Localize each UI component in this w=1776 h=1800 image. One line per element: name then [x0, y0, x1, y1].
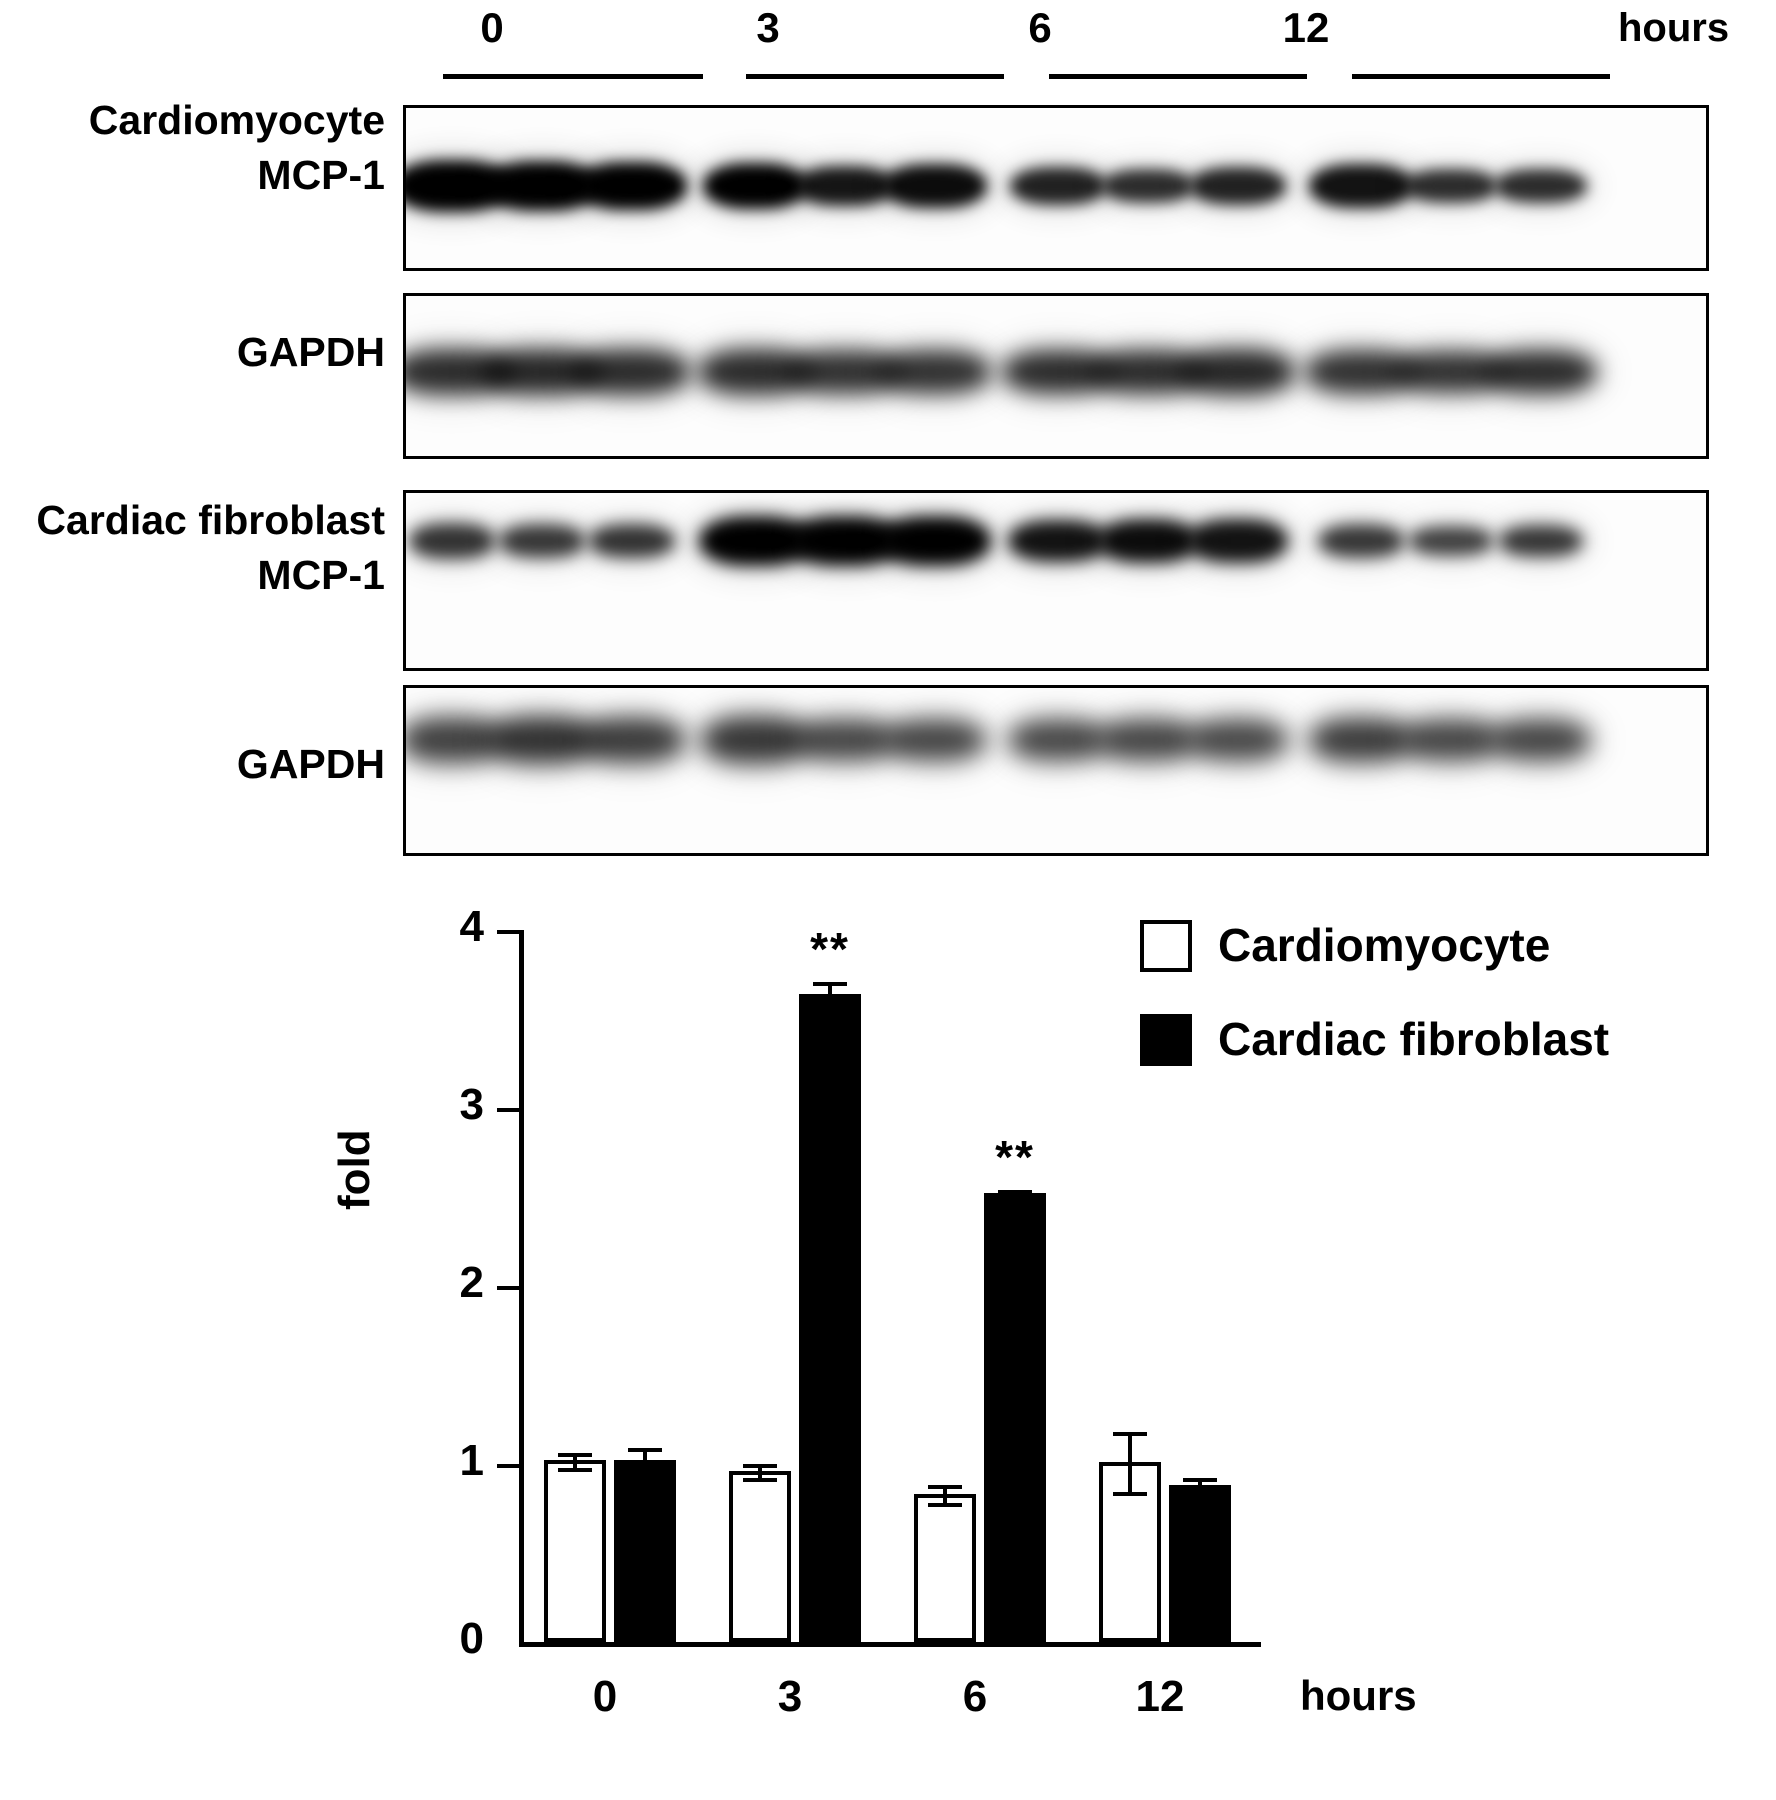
- legend-label-cardiac-fibroblast: Cardiac fibroblast: [1218, 1013, 1610, 1065]
- bar-3h-cardiomyocyte: [729, 1471, 791, 1642]
- blot-timepoint-6: 6: [1028, 4, 1052, 51]
- y-tick-1: [497, 1464, 521, 1468]
- error-bar-cap: [558, 1468, 592, 1472]
- blot-band: [879, 350, 991, 394]
- blot-band: [1409, 526, 1493, 556]
- y-tick-4: [497, 930, 521, 934]
- y-tick-label-1: 1: [459, 1436, 484, 1485]
- bar-chart: [0, 880, 1776, 1800]
- error-bar-cap: [813, 982, 847, 986]
- bar-0h-cardiac-fibroblast: [614, 1460, 676, 1642]
- blot-band: [883, 164, 987, 208]
- x-label-6: 6: [962, 1672, 988, 1721]
- error-bar-cap: [558, 1453, 592, 1457]
- y-axis-title: fold: [330, 1129, 379, 1210]
- timepoint-rule-12: [1352, 74, 1610, 79]
- y-tick-label-2: 2: [459, 1258, 484, 1307]
- y-tick-label-4: 4: [459, 902, 484, 951]
- blot-band: [1318, 524, 1404, 558]
- y-tick-2: [497, 1286, 521, 1290]
- label-cardiomyocyte: Cardiomyocyte: [88, 97, 385, 143]
- x-label-12: 12: [1135, 1672, 1185, 1721]
- x-axis: [519, 1642, 1261, 1647]
- x-label-0: 0: [592, 1672, 618, 1721]
- label-cardiomyocyte-mcp1: MCP-1: [257, 152, 385, 198]
- error-bar-cap: [743, 1478, 777, 1482]
- error-bar-cap: [1183, 1492, 1217, 1496]
- label-cardiac-fibroblast: Cardiac fibroblast: [36, 497, 385, 543]
- error-bar: [1128, 1432, 1132, 1493]
- error-bar-cap: [998, 1190, 1032, 1194]
- blot-band: [1190, 167, 1286, 205]
- error-bar-cap: [928, 1503, 962, 1507]
- blot-panel-cardiomyocyte-mcp1: [403, 105, 1709, 271]
- y-tick-3: [497, 1108, 521, 1112]
- significance-marker: **: [995, 1130, 1035, 1183]
- bar-0h-cardiomyocyte: [544, 1460, 606, 1642]
- blot-band: [1491, 719, 1591, 761]
- blot-band: [879, 516, 991, 566]
- bar-3h-cardiac-fibroblast: [799, 994, 861, 1642]
- blot-band: [1181, 349, 1295, 395]
- error-bar-cap: [628, 1448, 662, 1452]
- blot-band: [589, 524, 675, 558]
- legend-swatch-filled: [1140, 1014, 1192, 1066]
- blot-hours-label: hours: [1618, 6, 1730, 50]
- y-tick-label-3: 3: [459, 1080, 484, 1129]
- blot-band: [409, 523, 495, 559]
- blot-band: [1188, 519, 1288, 563]
- blot-panel-fibroblast-gapdh: [403, 685, 1709, 856]
- bar-12h-cardiac-fibroblast: [1169, 1485, 1231, 1642]
- legend-label-cardiomyocyte: Cardiomyocyte: [1218, 919, 1551, 971]
- x-axis-title: hours: [1300, 1672, 1417, 1719]
- label-fibroblast-gapdh: GAPDH: [236, 741, 385, 787]
- significance-marker: **: [810, 922, 850, 975]
- error-bar-cap: [928, 1485, 962, 1489]
- blot-band: [577, 162, 687, 210]
- blot-band: [1188, 719, 1288, 761]
- error-bar-cap: [813, 1007, 847, 1011]
- blot-band: [499, 524, 585, 558]
- y-tick-label-0: 0: [459, 1614, 484, 1663]
- timepoint-rule-6: [1049, 74, 1307, 79]
- blot-timepoint-0: 0: [480, 4, 504, 51]
- blot-band: [1485, 350, 1597, 394]
- bar-6h-cardiomyocyte: [914, 1494, 976, 1642]
- error-bar-cap: [1183, 1478, 1217, 1482]
- label-cardiomyocyte-gapdh: GAPDH: [236, 329, 385, 375]
- error-bar-cap: [1113, 1432, 1147, 1436]
- blot-panel-fibroblast-mcp1: [403, 490, 1709, 671]
- bar-6h-cardiac-fibroblast: [984, 1193, 1046, 1642]
- timepoint-rule-3: [746, 74, 1004, 79]
- blot-timepoint-12: 12: [1282, 4, 1330, 51]
- error-bar-cap: [998, 1197, 1032, 1201]
- blot-band: [579, 717, 685, 763]
- blot-timepoint-3: 3: [756, 4, 780, 51]
- blot-band: [574, 349, 690, 395]
- gel-blot-figure: [0, 0, 1776, 880]
- x-label-3: 3: [777, 1672, 803, 1721]
- blot-band: [884, 719, 986, 761]
- blot-band: [1499, 525, 1583, 557]
- error-bar-cap: [628, 1473, 662, 1477]
- blot-band: [1495, 169, 1587, 203]
- timepoint-rule-0: [443, 74, 703, 79]
- legend-swatch-open: [1140, 920, 1192, 972]
- blot-panel-cardiomyocyte-gapdh: [403, 293, 1709, 459]
- error-bar-cap: [743, 1464, 777, 1468]
- error-bar-cap: [1113, 1492, 1147, 1496]
- label-fibroblast-mcp1: MCP-1: [257, 552, 385, 598]
